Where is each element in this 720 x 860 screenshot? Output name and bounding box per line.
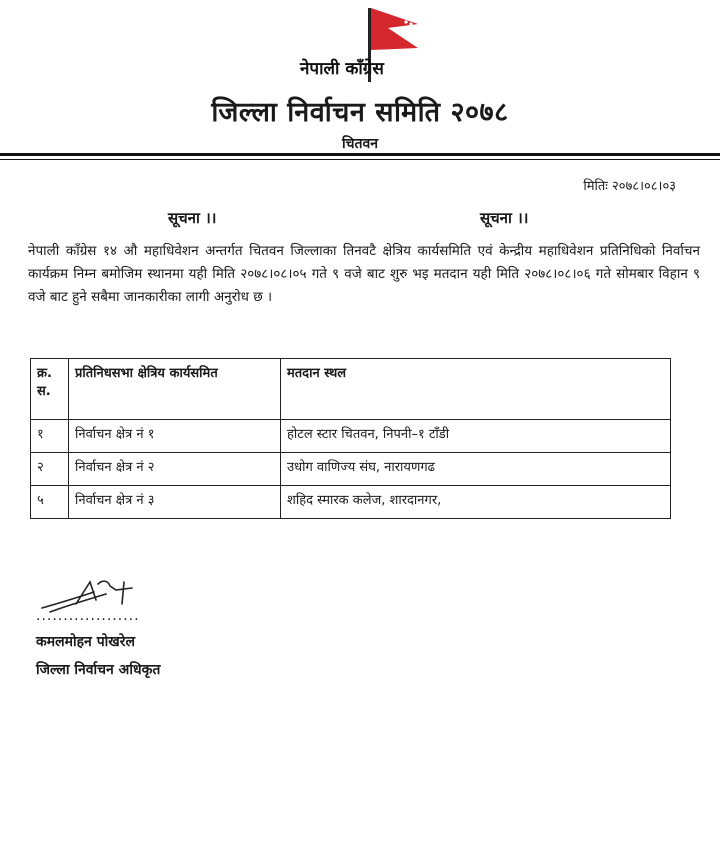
notice-heading-right: सूचना ।।: [480, 209, 529, 227]
header-divider-thin: [0, 159, 720, 160]
table-row: [31, 453, 671, 486]
notice-heading-left: सूचना ।।: [168, 209, 217, 227]
header-committee: प्रतिनिधसभा क्षेत्रिय कार्यसमित: [69, 359, 281, 420]
notice-body-text: नेपाली काँग्रेस १४ औ महाधिवेशन अन्तर्गत चितवन जिल्लाका तिनवटै क्षेत्रिय कार्यसमिति एवं केन्द्रीय महाधिवेशन प्रतिनिधिको निर्वाचन कार्यक्रम निम्न बमोजिम स्थानमा यही मिति २०७८।०८।०५ गते ९ वजे बाट शुरु भइ मतदान यही मिति २०७८।०८।०६ गते सोमबार विहान ९ वजे बाट हुने सबैमा जानकारीका लागी अनुरोध छ ।: [28, 243, 700, 305]
party-name: नेपाली काँग्रेस: [300, 59, 384, 79]
officer-title: जिल्ला निर्वाचन अधिकृत: [36, 662, 161, 678]
signature-dots: ...................: [36, 608, 140, 624]
officer-name: कमलमोहन पोखरेल: [36, 634, 135, 650]
polling-table: [30, 358, 671, 519]
committee-title: जिल्ला निर्वाचन समिति २०७८: [211, 97, 509, 128]
table-row: [31, 486, 671, 519]
header-polling-place: मतदान स्थल: [281, 359, 671, 420]
cell-committee: निर्वाचन क्षेत्र नं ३: [69, 486, 281, 519]
header-serial: क्र. स.: [31, 359, 69, 420]
cell-serial: १: [31, 420, 69, 453]
cell-serial: ५: [31, 486, 69, 519]
district-label: [0, 134, 720, 153]
cell-polling-place: शहिद स्मारक कलेज, शारदानगर,: [281, 486, 671, 519]
cell-polling-place: होटल स्टार चितवन, निपनी–१ टाँडी: [281, 420, 671, 453]
cell-polling-place: उधोग वाणिज्य संघ, नारायणगढ: [281, 453, 671, 486]
date-line: मितिः २०७८।०८।०३: [583, 179, 676, 194]
table-header-row: [31, 359, 671, 420]
table-row: [31, 420, 671, 453]
cell-committee: निर्वाचन क्षेत्र नं २: [69, 453, 281, 486]
cell-serial: २: [31, 453, 69, 486]
header-divider-thick: [0, 153, 720, 156]
cell-committee: निर्वाचन क्षेत्र नं १: [69, 420, 281, 453]
district-text: चितवन: [341, 136, 379, 152]
